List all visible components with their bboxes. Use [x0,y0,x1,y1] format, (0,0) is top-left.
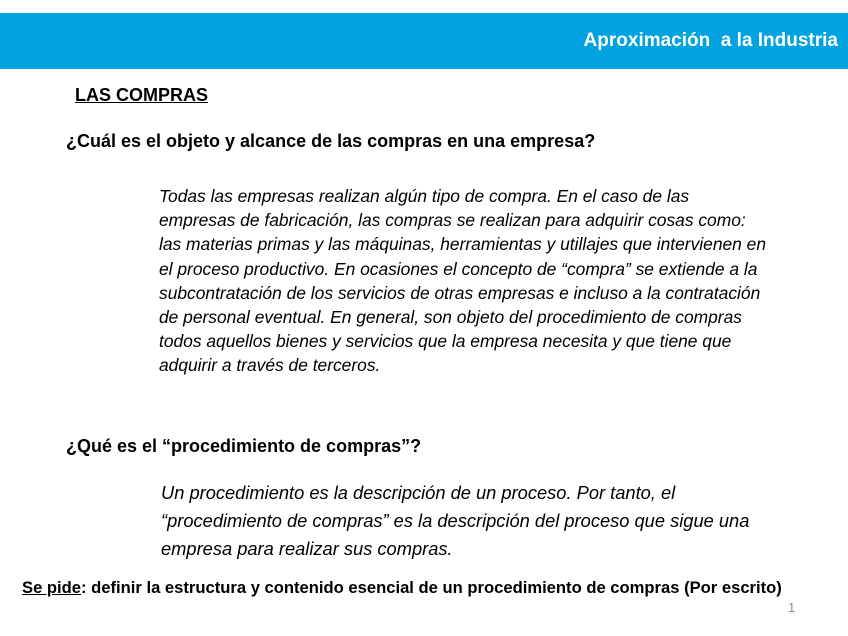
section-title: LAS COMPRAS [75,85,209,105]
answer-1: Todas las empresas realizan algún tipo de compra. En el caso de las empresas de fabricación, las compras se realizan para adquirir cosas como: las materias primas y las máquinas, herramientas y utillajes que intervienen en el proceso productivo. En ocasiones el concepto de “compra” se extiende a la subcontratación de los servicios de otras empresas e incluso a la contratación de personal eventual. En general, son objeto del procedimiento de compras todos aquellos bienes y servicios que la empresa necesita y que tiene que adquirir a través de terceros. [159,186,767,376]
page-number: 1 [788,600,796,615]
header-bar [0,13,848,69]
header-title: Aproximación a la Industria [583,30,838,51]
task-label: Se pide [22,578,82,597]
task-text: : definir la estructura y contenido esencial de un procedimiento de compras (Por escrito) [81,578,782,597]
question-1: ¿Cuál es el objeto y alcance de las compras en una empresa? [66,131,596,151]
question-2: ¿Qué es el “procedimiento de compras”? [66,436,422,456]
task-statement [22,575,822,601]
answer-2: Un procedimiento es la descripción de un proceso. Por tanto, el “procedimiento de compras” es la descripción del proceso que sigue una empresa para realizar sus compras. [161,482,750,559]
